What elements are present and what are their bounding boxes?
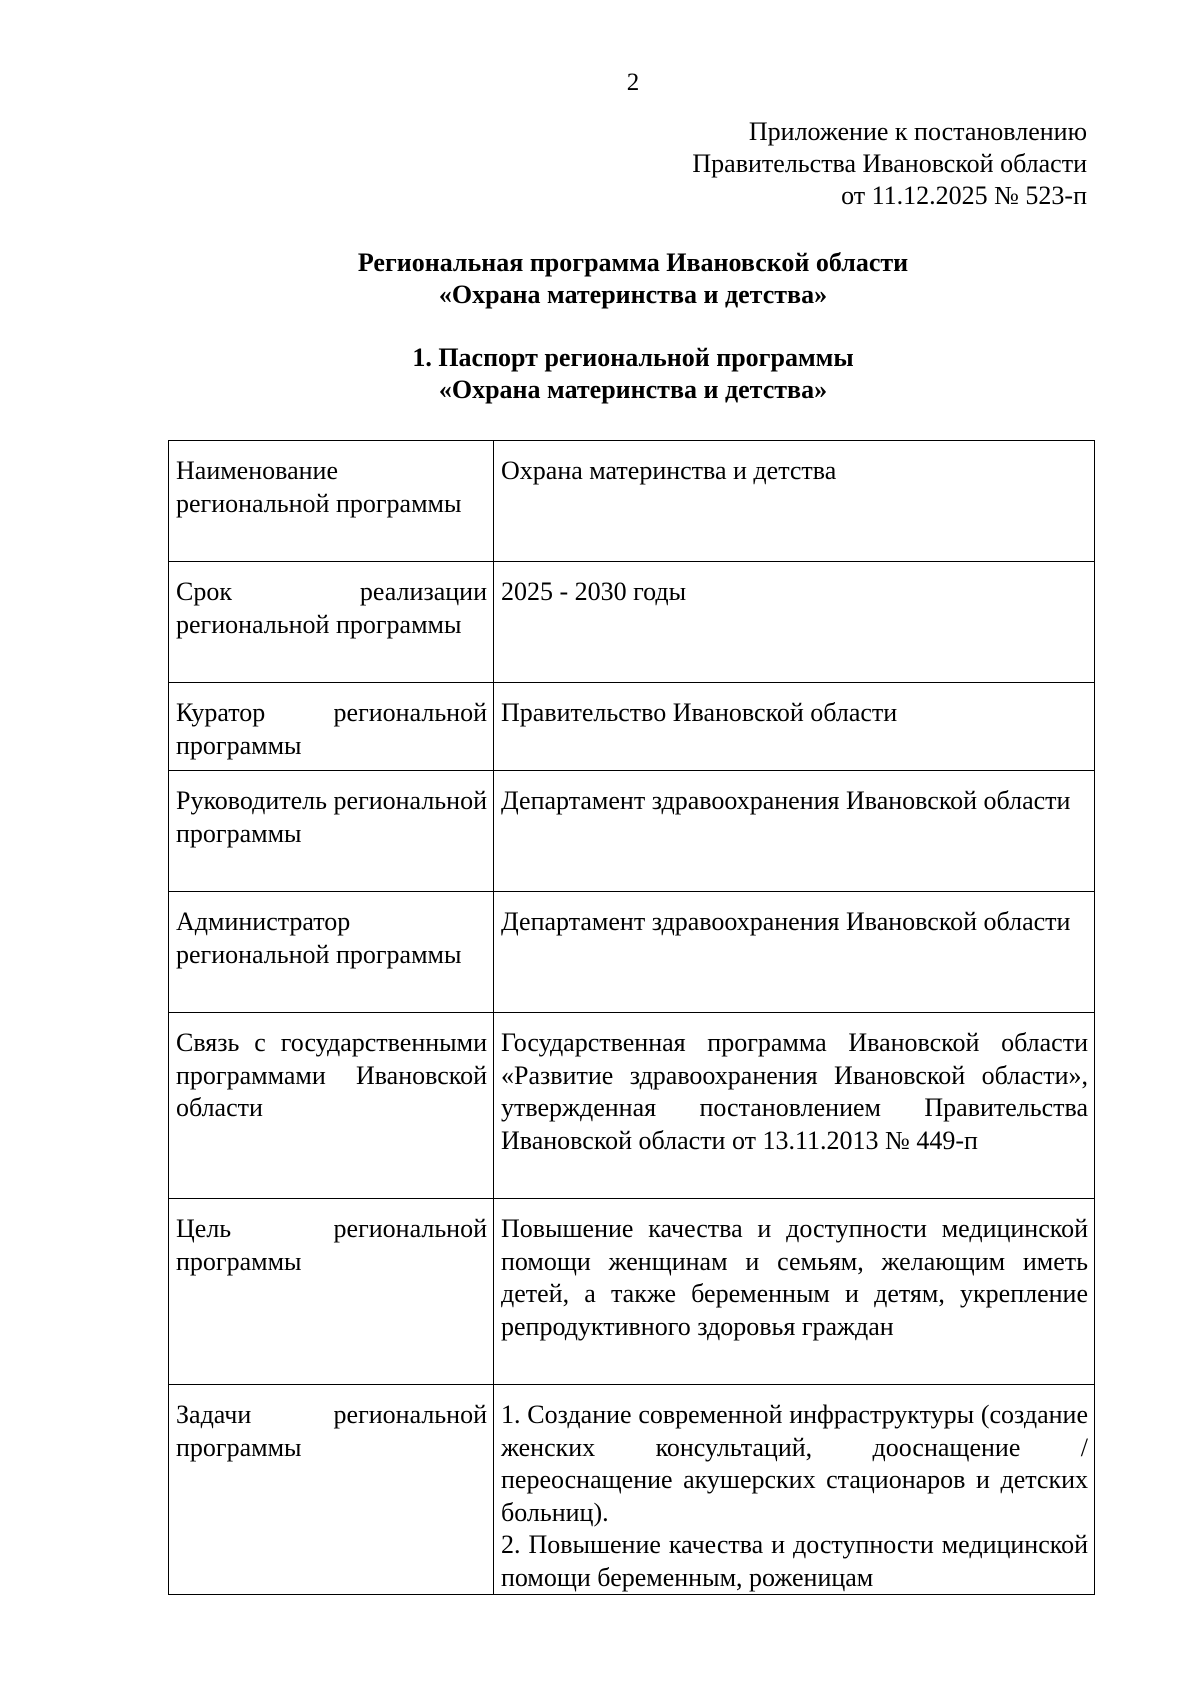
row-value: Департамент здравоохранения Ивановской области	[494, 771, 1095, 892]
appendix-line: от 11.12.2025 № 523-п	[841, 181, 1087, 210]
table-row	[169, 1199, 1095, 1385]
row-label: Руководитель региональной программы	[169, 771, 494, 892]
task-item: 1. Создание современной инфраструктуры (создание женских консультаций, дооснащение / переоснащение акушерских стационаров и детских больниц).	[501, 1400, 1088, 1527]
document-title	[0, 247, 1200, 311]
passport-table	[168, 440, 1095, 1595]
table-row	[169, 771, 1095, 892]
row-label: Куратор региональной программы	[169, 683, 494, 771]
table-row	[169, 562, 1095, 683]
table-row	[169, 683, 1095, 771]
table-row	[169, 1385, 1095, 1595]
row-label: Цель региональной программы	[169, 1199, 494, 1385]
page-number: 2	[626, 69, 640, 96]
appendix-line: Приложение к постановлению	[748, 117, 1087, 146]
task-item: 2. Повышение качества и доступности медицинской помощи беременным, роженицам	[501, 1530, 1088, 1592]
row-value: Повышение качества и доступности медицинской помощи женщинам и семьям, желающим иметь детей, а также беременным и детям, укрепление репродуктивного здоровья граждан	[494, 1199, 1095, 1385]
row-value	[494, 1385, 1095, 1595]
row-label: Связь с государственными программами Ивановской области	[169, 1013, 494, 1199]
appendix-line: Правительства Ивановской области	[692, 149, 1087, 178]
document-title-line: Региональная программа Ивановской области	[357, 248, 909, 277]
appendix-header	[692, 116, 1087, 212]
row-value: Правительство Ивановской области	[494, 683, 1095, 771]
row-value: Департамент здравоохранения Ивановской области	[494, 892, 1095, 1013]
section-title-line: 1. Паспорт региональной программы	[412, 343, 854, 372]
section-title	[0, 342, 1200, 406]
row-label: Администратор региональной программы	[169, 892, 494, 1013]
section-title-line: «Охрана материнства и детства»	[438, 375, 828, 404]
row-label: Срок реализации региональной программы	[169, 562, 494, 683]
row-label: Наименование региональной программы	[169, 441, 494, 562]
row-value: Государственная программа Ивановской области «Развитие здравоохранения Ивановской области», утвержденная постановлением Правительства Ивановской области от 13.11.2013 № 449-п	[494, 1013, 1095, 1199]
row-value: Охрана материнства и детства	[494, 441, 1095, 562]
table-row	[169, 1013, 1095, 1199]
table-row	[169, 892, 1095, 1013]
table-row	[169, 441, 1095, 562]
row-value: 2025 - 2030 годы	[494, 562, 1095, 683]
document-title-line: «Охрана материнства и детства»	[438, 280, 828, 309]
row-label: Задачи региональной программы	[169, 1385, 494, 1595]
